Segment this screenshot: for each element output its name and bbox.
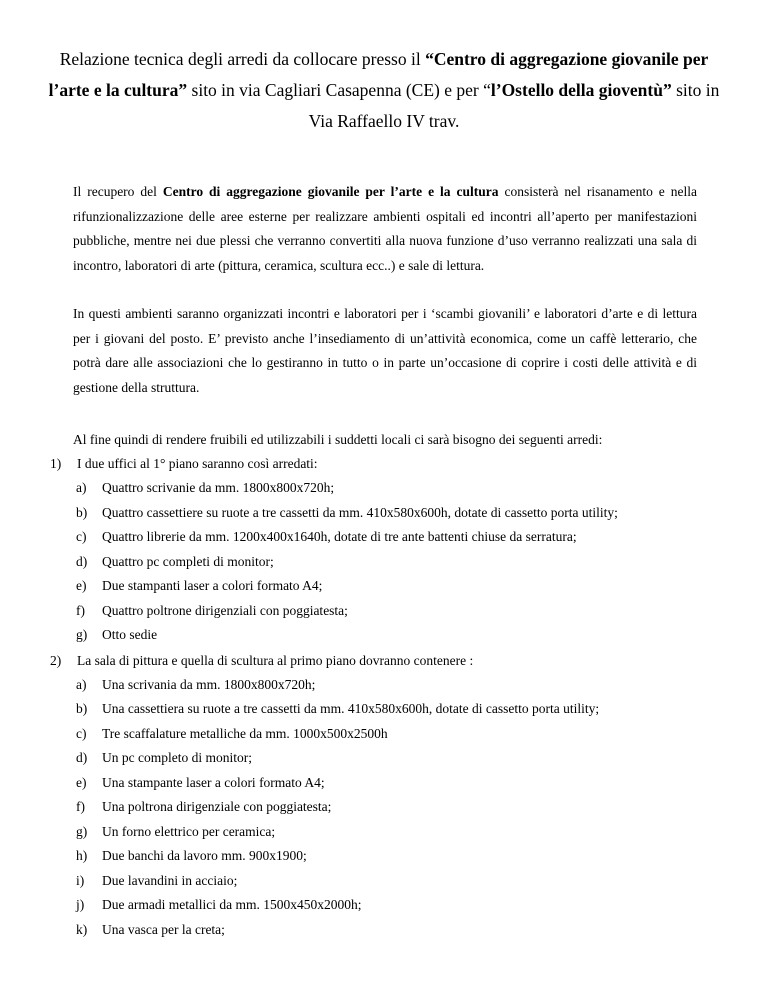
sub-item — [50, 550, 730, 575]
title-text-3: sito in Via Raffaello IV trav. — [308, 80, 720, 131]
list-item-text: La sala di pittura e quella di scultura al primo piano dovranno contenere : — [77, 652, 474, 668]
paragraph-recupero — [73, 180, 697, 278]
sub-item-text: Una cassettiera su ruote a tre cassetti da mm. 410x580x600h, dotate di cassetto porta utility; — [102, 701, 600, 716]
sub-item-letter: i) — [76, 872, 85, 888]
sub-item — [50, 918, 730, 943]
sub-item-letter: f) — [76, 799, 85, 814]
sub-item-letter: g) — [76, 627, 88, 642]
sub-item — [50, 771, 730, 796]
sub-item-text: Due lavandini in acciaio; — [102, 872, 238, 888]
sub-item-letter: c) — [76, 725, 87, 741]
sub-item — [50, 795, 730, 820]
sub-item-text: Una scrivania da mm. 1800x800x720h; — [102, 676, 316, 692]
title-bold-centro: “Centro di aggregazione giovanile per l’arte e la cultura” — [48, 49, 709, 100]
sub-item — [50, 869, 730, 894]
paragraph-arredi-intro: Al fine quindi di rendere fruibili ed utilizzabili i suddetti locali ci sarà bisogno dei seguenti arredi: — [73, 432, 603, 447]
list-item — [50, 648, 730, 673]
sub-item-letter: c) — [76, 529, 87, 544]
sub-item-letter: d) — [76, 553, 88, 569]
sub-item-letter: d) — [76, 750, 88, 765]
sub-item-text: Una vasca per la creta; — [102, 921, 225, 937]
document-title — [40, 44, 728, 137]
paragraph-1-pre: Il recupero del — [73, 184, 163, 199]
list-number: 2) — [50, 652, 62, 668]
sub-item-letter: b) — [76, 701, 88, 716]
furniture-list — [50, 451, 730, 942]
sub-item-text: Quattro cassettiere su ruote a tre cassetti da mm. 410x580x600h, dotate di cassetto porta utility; — [102, 504, 618, 520]
sub-item — [50, 501, 730, 526]
sub-item — [50, 820, 730, 845]
sub-item — [50, 893, 730, 918]
sub-item-text: Due stampanti laser a colori formato A4; — [102, 578, 323, 593]
paragraph-ambienti: In questi ambienti saranno organizzati incontri e laboratori per i ‘scambi giovanili’ e laboratori d’arte e di lettura per i giovani del posto. E’ previsto anche l’insediamento di un’attività economica, come un caffè letterario, che potrà dare alle associazioni che lo gestiranno in tutto o in parte un’occasione di coprire i costi delle attività e di gestione della struttura. — [73, 306, 697, 395]
sub-item-letter: k) — [76, 921, 88, 937]
title-bold-ostello: l’Ostello della gioventù” — [490, 80, 672, 100]
sub-item — [50, 574, 730, 599]
sub-item-text: Quattro librerie da mm. 1200x400x1640h, dotate di tre ante battenti chiuse da serratura; — [102, 529, 577, 544]
sub-item — [50, 673, 730, 698]
sub-item — [50, 599, 730, 624]
paragraph-1-post: consisterà nel risanamento e nella rifunzionalizzazione delle aree esterne per realizzare ambienti ospitali ed incontri all’aperto per manifestazioni pubbliche, mentre nei due plessi che verranno convertiti alla nuova funzione d’uso verranno realizzati una sala di incontro, laboratori di arte (pittura, ceramica, scultura ecc..) e sale di lettura. — [73, 184, 697, 273]
sub-item-text: Un forno elettrico per ceramica; — [102, 823, 276, 839]
sub-item-letter: g) — [76, 823, 88, 839]
sub-item-letter: f) — [76, 602, 85, 618]
list-number: 1) — [50, 456, 62, 471]
sub-item-letter: b) — [76, 504, 88, 520]
list-item — [50, 451, 730, 476]
sub-item-text: Quattro scrivanie da mm. 1800x800x720h; — [102, 480, 335, 495]
sub-item — [50, 746, 730, 771]
title-text-2: sito in via Cagliari Casapenna (CE) e per “ — [187, 80, 491, 100]
sub-item — [50, 722, 730, 747]
sub-item — [50, 525, 730, 550]
sub-item-text: Quattro pc completi di monitor; — [102, 553, 274, 569]
sub-item-text: Due armadi metallici da mm. 1500x450x2000h; — [102, 897, 362, 912]
sub-item-text: Due banchi da lavoro mm. 900x1900; — [102, 848, 307, 863]
sub-item — [50, 697, 730, 722]
sub-item-text: Quattro poltrone dirigenziali con poggiatesta; — [102, 602, 348, 618]
sub-item-letter: j) — [76, 897, 85, 912]
sub-item — [50, 476, 730, 501]
sub-item-letter: a) — [76, 676, 87, 692]
sub-item — [50, 844, 730, 869]
sub-item-letter: a) — [76, 480, 87, 495]
title-text-1: Relazione tecnica degli arredi da collocare presso il — [59, 49, 426, 69]
sub-item-letter: h) — [76, 848, 88, 863]
sub-item-text: Una stampante laser a colori formato A4; — [102, 774, 325, 790]
sub-item-text: Tre scaffalature metalliche da mm. 1000x500x2500h — [102, 725, 388, 741]
sub-item-text: Otto sedie — [102, 627, 158, 642]
sub-item-letter: e) — [76, 774, 87, 790]
sub-item-text: Una poltrona dirigenziale con poggiatesta; — [102, 799, 332, 814]
sub-item-letter: e) — [76, 578, 87, 593]
list-item-text: I due uffici al 1° piano saranno così arredati: — [77, 456, 318, 471]
sub-item-text: Un pc completo di monitor; — [102, 750, 252, 765]
paragraph-1-bold: Centro di aggregazione giovanile per l’arte e la cultura — [162, 184, 499, 199]
sub-item — [50, 623, 730, 648]
